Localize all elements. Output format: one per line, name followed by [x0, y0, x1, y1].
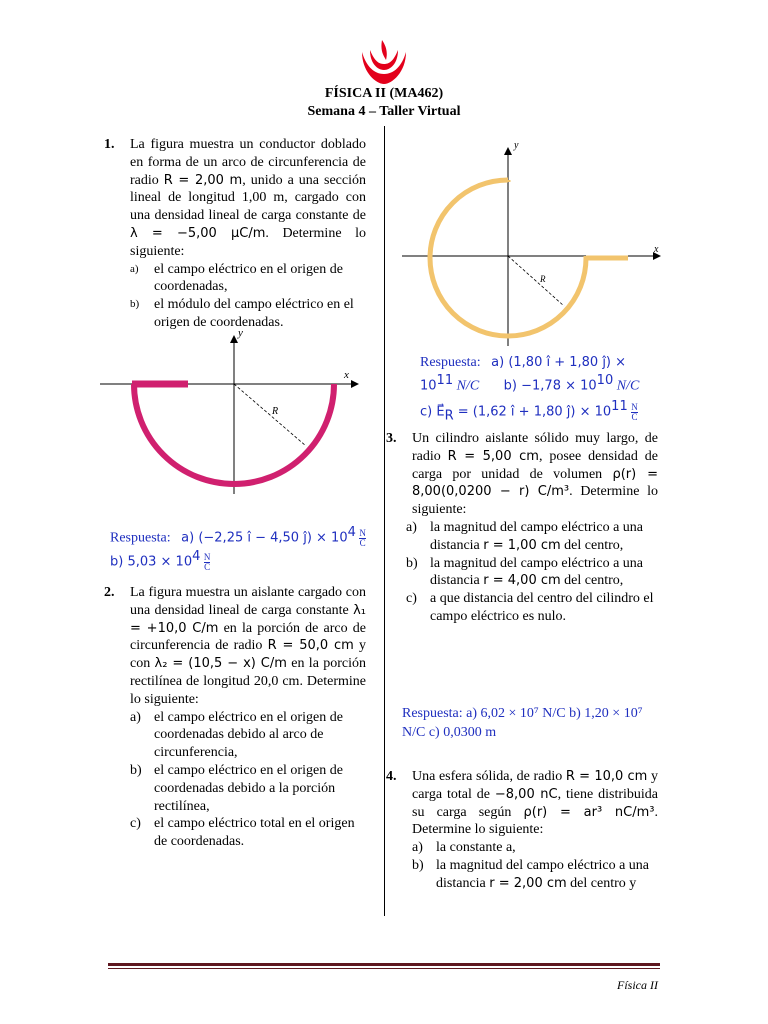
- y-axis-label: y: [514, 140, 519, 151]
- upc-logo-icon: [356, 38, 412, 86]
- list-item: c) el campo eléctrico total en el origen de coordenadas.: [130, 816, 355, 850]
- footer-course-name: Física II: [617, 978, 658, 992]
- list-item: a) el campo eléctrico en el origen de coordenadas,: [130, 261, 343, 295]
- question-number: 3.: [386, 431, 397, 446]
- footer-rule-thin: [108, 968, 660, 969]
- question-number: 2.: [104, 585, 115, 600]
- list-item: b) la magnitud del campo eléctrico a una distancia r = 2,00 cm del centro y: [412, 857, 650, 891]
- answer-1: Respuesta: a) (−2,25 î − 4,50 ĵ) × $10^4$ $\frac{N}{C}$ b) $5,03 \times 10^4$ $\frac{N}{C}$: [110, 525, 366, 572]
- list-item: b) el campo eléctrico en el origen de coordenadas debido a la porción rectilínea,: [130, 762, 343, 814]
- column-divider: [384, 126, 385, 916]
- figure-1-semicircle-conductor: [96, 326, 370, 496]
- y-axis-label: y: [238, 327, 243, 339]
- page-subtitle: Semana 4 – Taller Virtual: [307, 104, 461, 119]
- answer-3: Respuesta: a) 6,02 × 10⁷ N/C b) 1,20 × 10⁷ N/C c) 0,0300 m: [402, 706, 643, 740]
- question-number: 1.: [104, 137, 115, 152]
- list-item: b) la magnitud del campo eléctrico a una distancia r = 4,00 cm del centro,: [406, 555, 644, 589]
- question-4: 4. Una esfera sólida, de radio R = 10,0 cm y carga total de −8,00 nC, tiene distribuida su carga según ρ(r) = ar³ nC/m³. Determine lo siguiente: a) la constante a, b) la magnitud del campo eléctrico a una distancia r = 2,00 cm del centro y: [386, 769, 658, 891]
- list-item: a) el campo eléctrico en el origen de coordenadas debido al arco de circunferencia,: [130, 709, 343, 761]
- list-item: a) la constante a,: [412, 840, 516, 856]
- footer-rule: [108, 963, 660, 966]
- x-axis-label: x: [344, 369, 349, 381]
- answer-2: Respuesta: a) (1,80 î + 1,80 ĵ) × $10^{11}$ N/C $b) -1,78 \times 10^{10}$ N/C c) $E⃗_R = (1,62$ î + 1,80 ĵ) × $10^{11}$ $\frac{N}{C}$: [420, 355, 640, 424]
- page-title: FÍSICA II (MA462): [324, 86, 444, 101]
- question-3: 3. Un cilindro aislante sólido muy largo, de radio R = 5,00 cm, posee densidad de carga por unidad de volumen ρ(r) = 8,00(0,0200 − r) C/m³. Determine lo siguiente: a) la magnitud del campo eléctrico a una distancia r = 1,00 cm del centro, b) la magnitud del campo eléctrico a una distancia r = 4,00 cm del centro, c) a que distancia del centro del cilindro el campo eléctrico es nulo.: [386, 431, 659, 624]
- question-1: 1. La figura muestra un conductor doblado en forma de un arco de circunferencia de radio R = 2,00 m, unido a una sección lineal de longitud 1,00 m, cargado con una densidad lineal de carga constante de λ = −5,00 μC/m. Determine lo siguiente: a) el campo eléctrico en el origen de coordenadas, b) el módulo del campo eléctrico en el origen de coordenadas.: [104, 137, 366, 330]
- x-axis-label: x: [654, 244, 659, 255]
- list-item: a) la magnitud del campo eléctrico a una distancia r = 1,00 cm del centro,: [406, 519, 644, 553]
- figure-2-arc-insulator: [398, 138, 668, 348]
- question-2: 2. La figura muestra un aislante cargado con una densidad lineal de carga constante λ₁ = +10,0 C/m en la porción de arco de circunferencia de radio R = 50,0 cm y con λ₂ = (10,5 − x) C/m en la porción rectilínea de longitud 20,0 cm. Determine lo siguiente: a) el campo eléctrico en el origen de coordenadas debido al arco de circunferencia, b) el campo eléctrico en el origen de coordenadas debido a la porción rectilínea, c) el campo eléctrico total en el origen de coordenadas.: [104, 585, 366, 850]
- list-item: c) a que distancia del centro del cilindro el campo eléctrico es nulo.: [406, 591, 654, 624]
- radius-label: R: [272, 406, 279, 417]
- question-number: 4.: [386, 769, 397, 784]
- list-item: b) el módulo del campo eléctrico en el origen de coordenadas.: [130, 297, 354, 330]
- radius-label: R: [540, 274, 546, 284]
